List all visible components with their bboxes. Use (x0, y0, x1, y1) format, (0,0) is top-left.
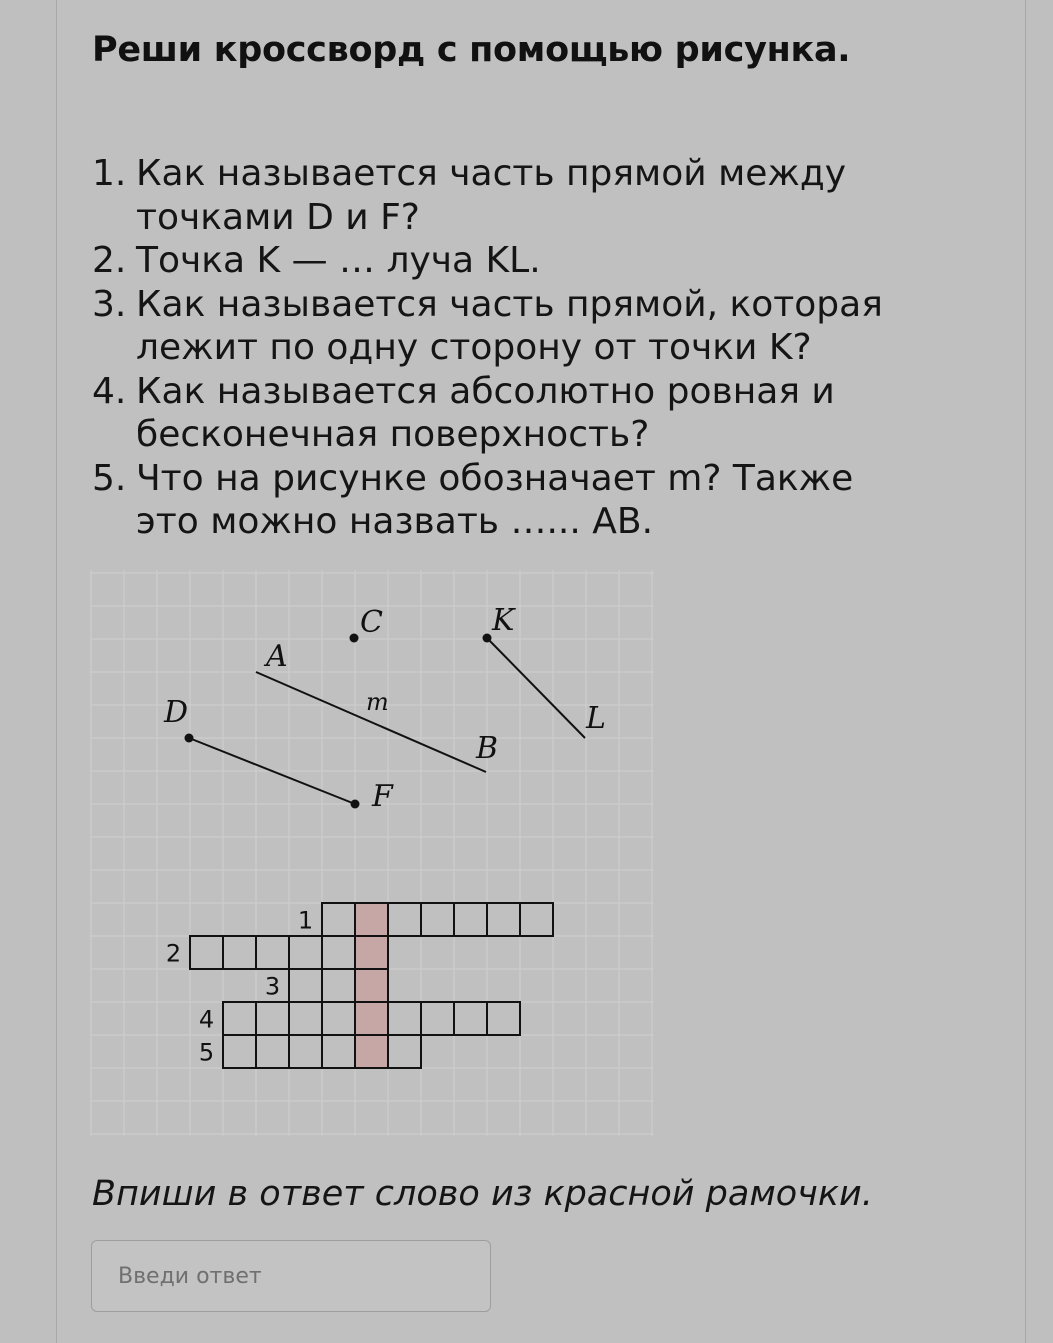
crossword-cell (322, 936, 355, 969)
crossword-row-number: 3 (264, 972, 281, 1001)
crossword-cell-highlighted (355, 969, 388, 1002)
geometry-figure (90, 570, 656, 1138)
label-m: m (366, 688, 389, 716)
crossword-cell-highlighted (355, 1002, 388, 1035)
crossword-cell (388, 1002, 421, 1035)
crossword-cell (322, 903, 355, 936)
crossword-cell (256, 1002, 289, 1035)
crossword-cell (256, 1035, 289, 1068)
question-list (92, 152, 922, 544)
question-item (92, 370, 922, 457)
answer-input[interactable] (91, 1240, 491, 1312)
crossword-cell (487, 1002, 520, 1035)
question-text: Как называется часть прямой, которая лежит по одну сторону от точки K? (136, 283, 883, 368)
question-number: 1. (92, 153, 127, 194)
crossword-cell (289, 969, 322, 1002)
crossword-cell (289, 1035, 322, 1068)
crossword-cell (454, 1002, 487, 1035)
crossword-cell-highlighted (355, 903, 388, 936)
question-text: Что на рисунке обозначает m? Также это можно назвать …... AB. (136, 457, 854, 542)
question-item (92, 283, 922, 370)
point-c (350, 634, 359, 643)
question-item (92, 152, 922, 239)
question-number: 2. (92, 240, 127, 281)
crossword-cell (520, 903, 553, 936)
crossword-row-number: 2 (165, 939, 182, 968)
crossword-cell (256, 936, 289, 969)
crossword-cell-highlighted (355, 1035, 388, 1068)
label-a: A (266, 639, 288, 674)
point-k (483, 634, 492, 643)
exercise-title: Реши кроссворд с помощью рисунка. (92, 30, 851, 70)
label-k: K (492, 603, 515, 638)
crossword-cell (388, 1035, 421, 1068)
question-text: Точка K — … луча KL. (136, 240, 541, 281)
crossword-grid (166, 903, 553, 1068)
label-l: L (586, 701, 606, 736)
label-b: B (476, 731, 499, 766)
crossword-cell (322, 1035, 355, 1068)
label-d: D (164, 695, 189, 730)
question-item (92, 239, 922, 283)
label-c: C (360, 605, 383, 640)
question-number: 3. (92, 283, 127, 325)
crossword-cell (454, 903, 487, 936)
crossword-cell (289, 1002, 322, 1035)
question-item (92, 457, 922, 544)
question-text: Как называется часть прямой между точками D и F? (136, 153, 847, 238)
ray-kl (487, 638, 585, 738)
crossword-cell (190, 936, 223, 969)
crossword-cell (223, 1035, 256, 1068)
crossword-cell (322, 969, 355, 1002)
question-text: Как называется абсолютно ровная и бесконечная поверхность? (136, 370, 835, 455)
crossword-cell (421, 903, 454, 936)
crossword-cell (421, 1002, 454, 1035)
crossword-cell (289, 936, 322, 969)
crossword-cell (223, 936, 256, 969)
question-number: 4. (92, 370, 127, 412)
crossword-cell (223, 1002, 256, 1035)
crossword-row-number: 1 (297, 906, 314, 935)
line-m (256, 672, 486, 772)
question-number: 5. (92, 457, 127, 499)
crossword-row-number: 5 (198, 1038, 215, 1067)
point-d (185, 734, 194, 743)
crossword-cell (388, 903, 421, 936)
task-instruction: Впиши в ответ слово из красной рамочки. (92, 1174, 873, 1214)
point-f (351, 800, 360, 809)
crossword-cell-highlighted (355, 936, 388, 969)
crossword-row-number: 4 (198, 1005, 215, 1034)
crossword-cell (487, 903, 520, 936)
crossword-cell (322, 1002, 355, 1035)
label-f: F (372, 779, 393, 814)
